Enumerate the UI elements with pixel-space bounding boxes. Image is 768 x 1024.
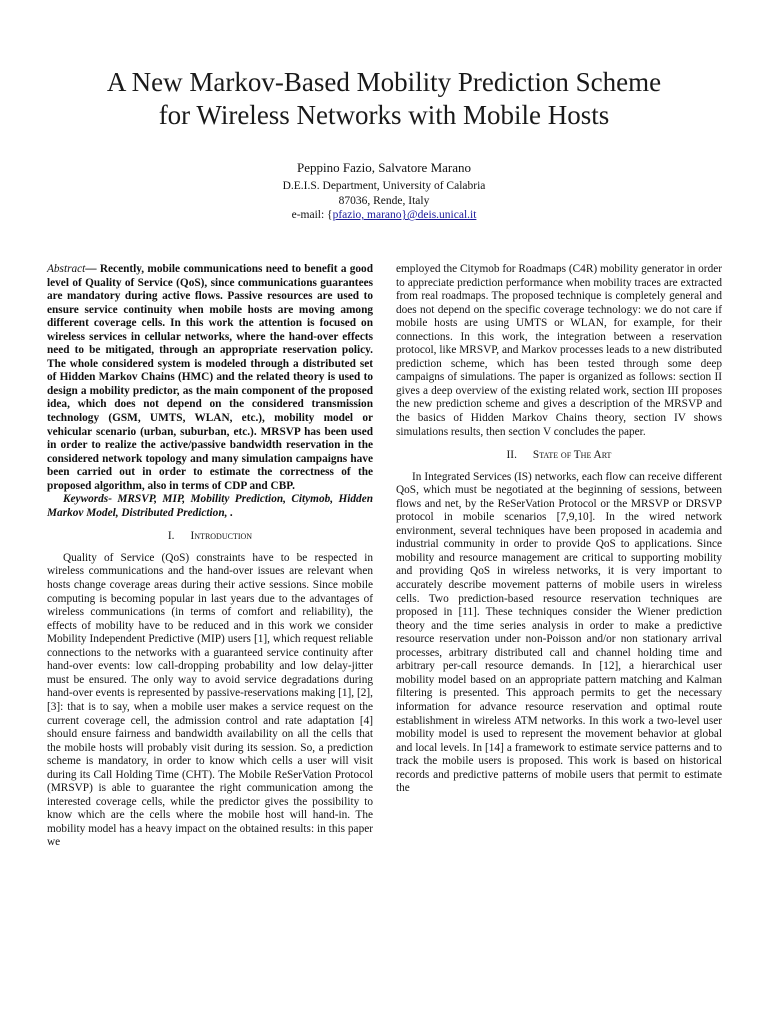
right-column — [396, 263, 722, 796]
left-column — [47, 263, 373, 850]
section-number: II. — [506, 449, 517, 462]
title-line-1: A New Markov-Based Mobility Prediction Scheme — [106, 67, 662, 97]
email-line — [40, 208, 728, 223]
email-prefix: e-mail: { — [291, 209, 333, 221]
section-title: State of The Art — [532, 449, 612, 462]
address: 87036, Rende, Italy — [338, 194, 430, 207]
paper-title — [40, 66, 728, 132]
abstract-label: Abstract — [47, 263, 86, 275]
authors: Peppino Fazio, Salvatore Marano — [296, 160, 471, 175]
state-of-art-paragraph: In Integrated Services (IS) networks, each flow can receive different QoS, which must be negotiated at the beginning of sessions, between flows and net, by the ReSerVation Protocol or the MRSVP or DRSVP protocol in mobile scenarios [7,9,10]. In the wired network environment, several techniques have been proposed in academia and industrial community in order to provide QoS to applications. Since mobility and resource management are critical to supporting mobility and providing QoS in wireless networks, it is very important to accurately describe movement patterns of mobile users in wireless cells. Two prediction-based resource reservation techniques are proposed in [11]. These techniques consider the Wiener prediction theory and the time series analysis in order to make a predictive resource reservation under non-Poisson and/or non stationary arrival processes, arbitrary distributed call and channel holding time and arbitrary per-call resource demands. In [12], a hierarchical user mobility model based on an appropriate pattern matching and Kalman filtering is presented. This approach permits to get the necessary information for advance resource reservation and optimal route establishment in wireless ATM networks. In this work a two-level user mobility model is used to represent the movement behavior at global and local levels. In [14] a framework to estimate service patterns and to track the mobile users is proposed. This work is based on historical records and predictive patterns of mobile users that permit to estimate the — [396, 470, 722, 795]
section-title: Introduction — [190, 530, 253, 543]
abstract-dash: — — [85, 263, 97, 275]
abstract — [47, 263, 373, 493]
intro-paragraph: Quality of Service (QoS) constraints have to be respected in wireless communications and the hand-over issues are relevant when hosts change coverage areas during their active sessions. Since mobile computing is becoming popular in last years due to the advantages of wireless communications (in terms of comfort and reliability), the effects of mobility have to be reduced and in this work we consider Mobility Independent Predictive (MIP) users [1], which request reliable connections to the networks with a guaranteed service continuity after hand-over events: low call-dropping probability and low delay-jitter must be ensured. The only way to avoid service degradations during hand-over events is represented by passive-reservations making [1], [2], [3]: that is to say, when a mobile user makes a service request on the current coverage cell, the admission control and rate adaptation [4] should ensure fairness and bandwidth availability on all the cells that the mobile hosts will probably visit during its session. So, a prediction scheme is mandatory, in order to know which cells a user will visit during its Call Holding Time (CHT). The Mobile ReSerVation Protocol (MRSVP) is able to guarantee the right communication among the interested coverage cells, while the predictor gives the possibility to know which are the cells where the mobile host will hand-in. The mobility model has a heavy impact on the obtained results: in this paper we — [47, 551, 373, 849]
affiliation: D.E.I.S. Department, University of Calabria — [282, 180, 486, 192]
affiliation-block — [40, 179, 728, 223]
section-number: I. — [167, 530, 175, 543]
title-line-2: for Wireless Networks with Mobile Hosts — [158, 100, 610, 130]
keywords: Keywords- MRSVP, MIP, Mobility Prediction, Citymob, Hidden Markov Model, Distributed Prediction, . — [47, 493, 373, 519]
intro-continuation-paragraph: employed the Citymob for Roadmaps (C4R) mobility generator in order to appreciate prediction performance when mobility traces are extracted from real roadmaps. The proposed technique is completely general and does not depend on the specific coverage technology: we do not care if mobile hosts are using UMTS or WLAN, for example, for their connections. In this work, the integration between a reservation protocol, like MRSVP, and Markov processes leads to a new distributed prediction scheme, which has been tested through some deep campaigns of simulations. The paper is organized as follows: section II gives a deep overview of the existing related work, section III proposes the new prediction scheme and gives a description of the MRSVP and the basics of Hidden Markov Chains theory, section IV shows simulations results, then section V concludes the paper. — [396, 263, 722, 438]
email-link[interactable]: pfazio, marano}@deis.unical.it — [332, 209, 477, 221]
section-heading-state-of-art — [396, 449, 722, 463]
abstract-text: Recently, mobile communications need to benefit a good level of Quality of Service (QoS), since communications guarantees are mandatory during active flows. Passive resources are used to ensure service continuity when mobile hosts are moving among different coverage cells. In this work the attention is focused on wireless services in cellular networks, where the hand-over effects need to be mitigated, through an appropriate reservation policy. The whole considered system is modeled through a distributed set of Hidden Markov Chains (HMC) and the related theory is used to design a mobility predictor, as the main component of the proposed idea, which does not depend on the considered transmission technology (GSM, UMTS, WLAN, etc.), mobility model or vehicular scenario (urban, suburban, etc.). MRSVP has been used in order to realize the active/passive bandwidth reservation in the considered network topology and many simulation campaigns have been carried out in order to estimate the correctness of the proposed algorithm, also in terms of CDP and CBP. — [47, 263, 373, 492]
section-heading-introduction — [47, 530, 373, 544]
